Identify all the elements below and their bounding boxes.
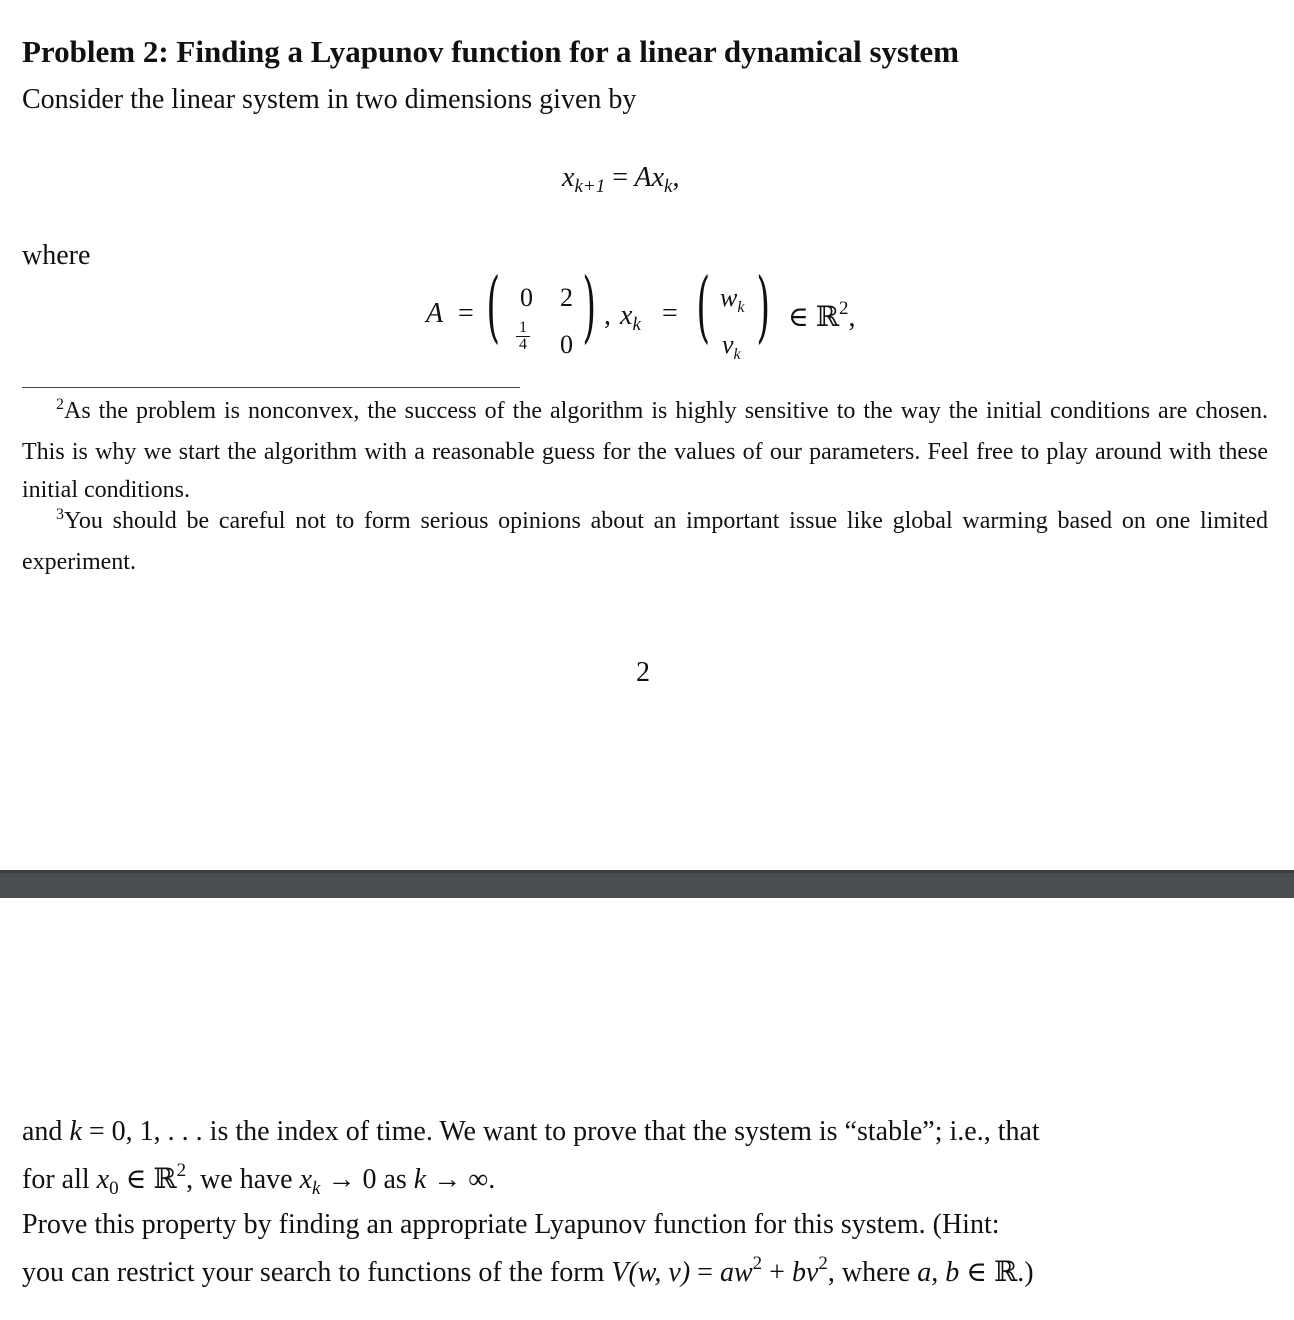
continuation-line-3: Prove this property by finding an appropriate Lyapunov function for this system. (Hint: — [22, 1209, 1000, 1240]
footnote-3-mark: 3 — [56, 506, 64, 523]
eq1-equals: = — [612, 162, 628, 193]
problem-heading: Problem 2: Finding a Lyapunov function for a linear dynamical system — [22, 34, 959, 69]
footnote-3 — [22, 502, 1268, 581]
eq1-lhs-sub: k+1 — [574, 176, 606, 197]
footnote-2-text: As the problem is nonconvex, the success of the algorithm is highly sensitive to the way the initial conditions are chosen. This is why we start the algorithm with a reasonable guess for the values of our parameters. Feel free to play around with these initial conditions. — [22, 398, 1268, 503]
where-label: where — [22, 240, 91, 271]
matrix-a12: 2 — [560, 283, 573, 312]
eq2-set: ∈ ℝ$^2$, — [788, 298, 856, 333]
vector-left-paren: ( — [696, 262, 711, 352]
fraction-denominator: 4 — [516, 336, 530, 353]
matrix-left-paren: ( — [486, 262, 501, 352]
vector-vk: $v_k$ — [722, 330, 741, 363]
eq2-equals-2: = — [662, 298, 678, 329]
vector-right-paren: ) — [756, 262, 771, 352]
eq2-equals: = — [458, 298, 474, 329]
equation-recurrence — [562, 162, 680, 197]
continuation-line-4: you can restrict your search to functions of the form V(w, $v) = aw^2 + bv^2$, where a, b ∈ ℝ.) — [22, 1253, 1034, 1288]
eq1-lhs: x — [562, 162, 575, 193]
eq1-rhs: Ax — [634, 162, 665, 193]
matrix-a22: 0 — [560, 330, 573, 359]
page-divider — [0, 870, 1294, 898]
page-number: 2 — [636, 657, 650, 688]
fraction-numerator: 1 — [519, 319, 527, 336]
continuation-line-1: and k = 0, 1, . . . is the index of time. We want to prove that the system is “stable”; i.e., that — [22, 1116, 1040, 1147]
eq2-xk: $x_k$ — [620, 300, 641, 335]
vector-wk: $w_k$ — [720, 283, 745, 316]
matrix-a21-fraction — [516, 320, 530, 353]
footnote-3-text: You should be careful not to form serious opinions about an important issue like global warming based on one limited experiment. — [22, 508, 1268, 575]
eq2-comma: , — [604, 300, 611, 331]
eq2-A: A — [426, 298, 444, 329]
footnote-2-mark: 2 — [56, 396, 64, 413]
eq1-rhs-sub: k — [664, 176, 673, 197]
matrix-right-paren: ) — [582, 262, 597, 352]
eq1-comma: , — [672, 162, 680, 193]
matrix-a11: 0 — [520, 283, 533, 312]
footnote-2 — [22, 392, 1268, 509]
footnote-rule — [22, 387, 520, 388]
continuation-line-2: for all $x_0$ ∈ ℝ$^2$, we have $x_k \to 0$ as k → ∞. — [22, 1160, 496, 1199]
intro-text: Consider the linear system in two dimensions given by — [22, 84, 637, 115]
